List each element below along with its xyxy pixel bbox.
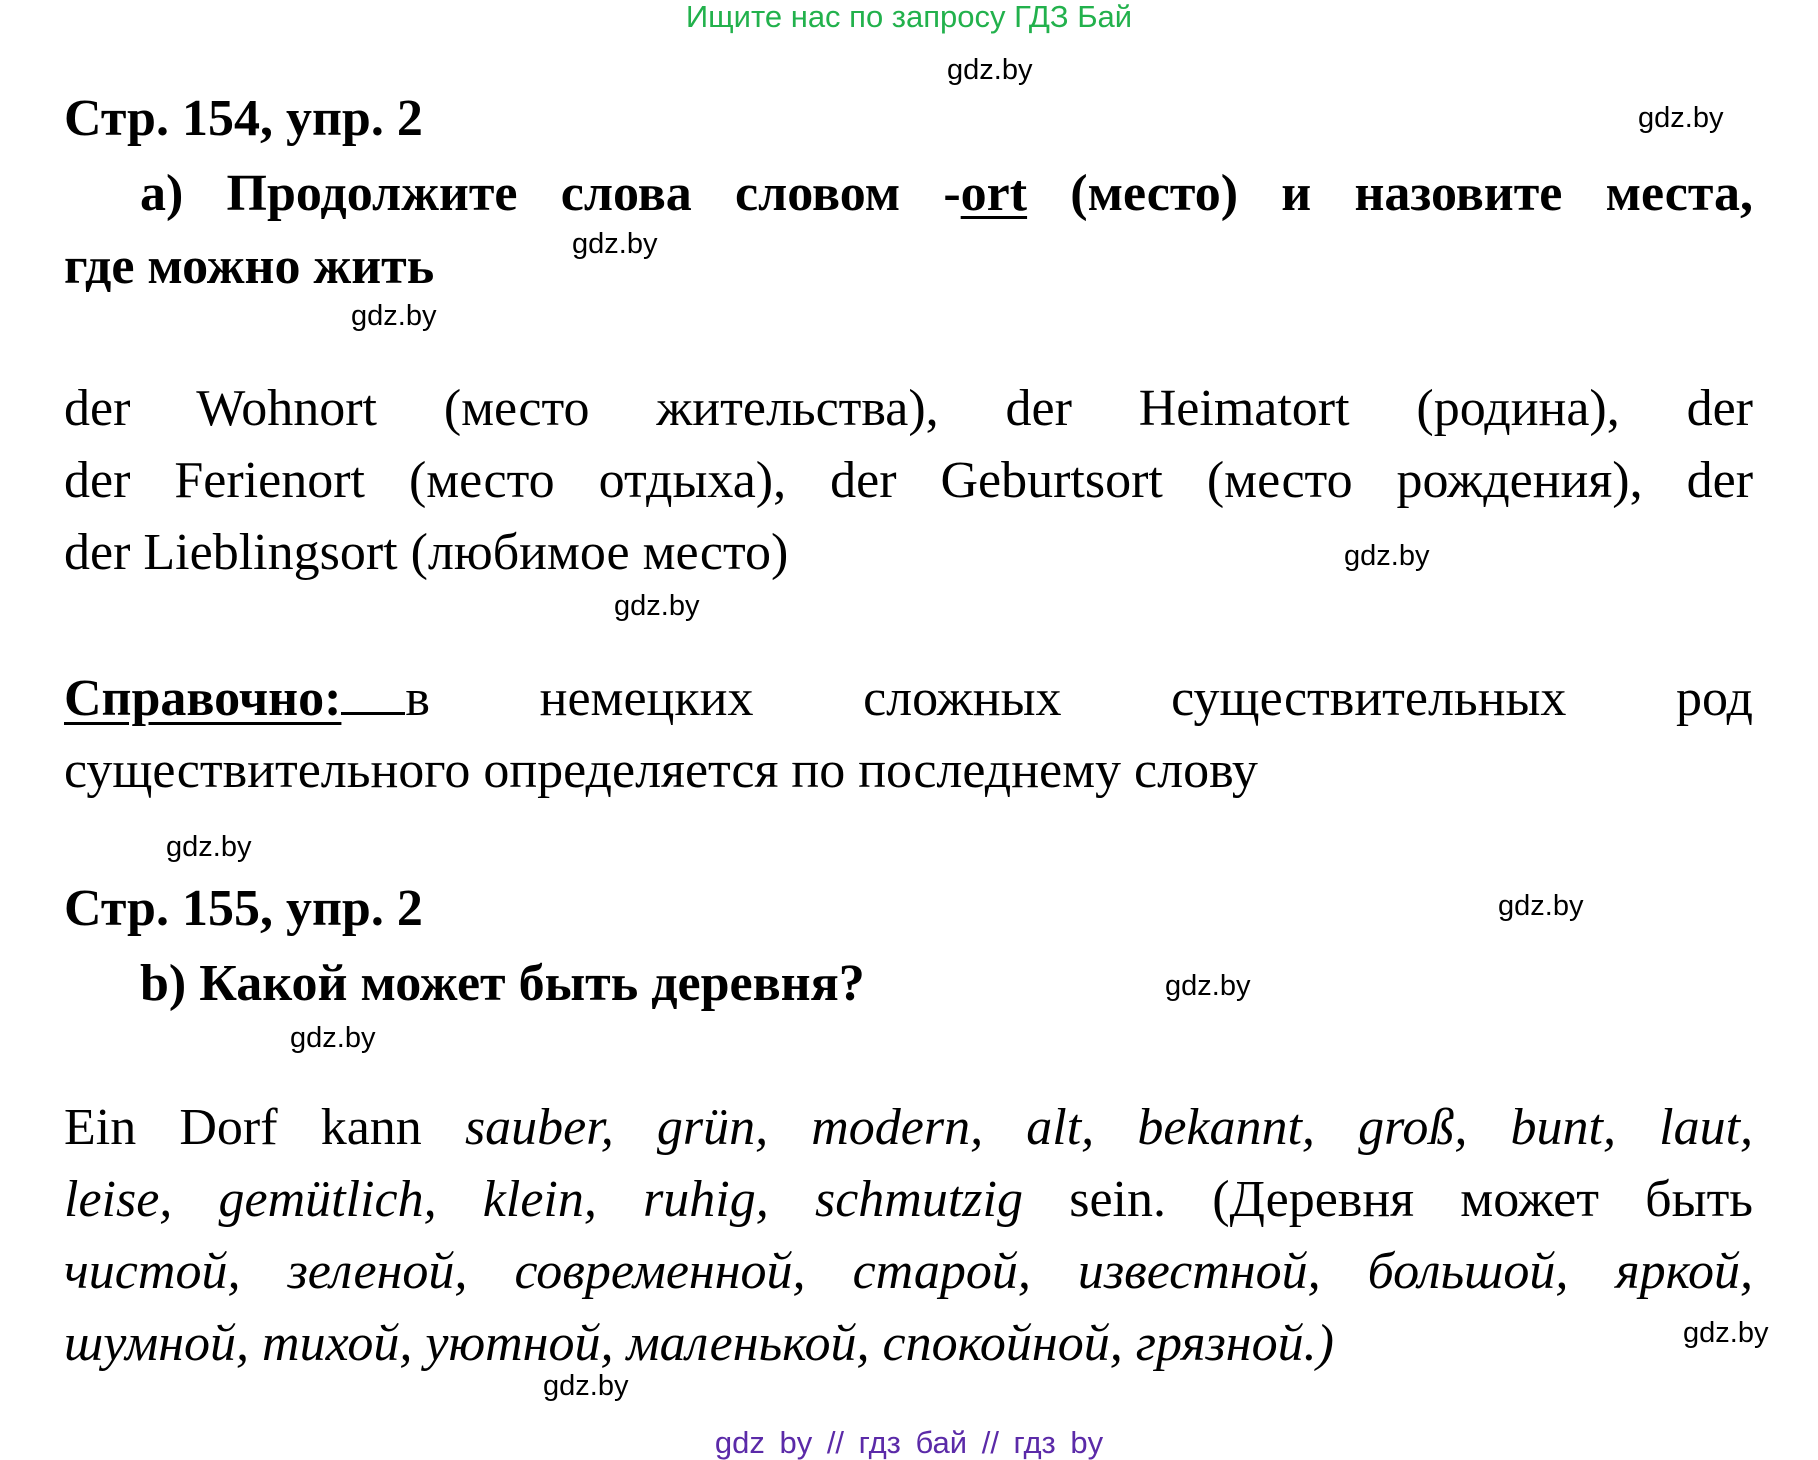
- answer2-line4: шумной, тихой, уютной, маленькой, спокойной, грязной.): [64, 1315, 1334, 1372]
- watermark: gdz.by: [290, 1022, 376, 1054]
- section1-heading: Стр. 154, упр. 2: [64, 90, 423, 147]
- note-line1: Справочно: в немецких сложных существительных род: [64, 670, 1753, 727]
- watermark: gdz.by: [351, 300, 437, 332]
- watermark: gdz.by: [1683, 1317, 1769, 1349]
- answer2-line1: Ein Dorf kann sauber, grün, modern, alt, bekannt, groß, bunt, laut,: [64, 1099, 1754, 1156]
- watermark: gdz.by: [1498, 890, 1584, 922]
- section1-task-line1: a) Продолжите слова словом -ort (место) и назовите места,: [140, 165, 1753, 222]
- watermark: gdz.by: [166, 831, 252, 863]
- keyword-ort: ort: [960, 165, 1028, 222]
- ferienort-item: der Ferienort (место отдыха),: [64, 452, 787, 509]
- answer-line: der Lieblingsort (любимое место): [64, 524, 789, 581]
- section1-task: [64, 157, 1753, 303]
- watermark: gdz.by: [614, 590, 700, 622]
- section1-task-line2: где можно жить: [64, 238, 435, 295]
- section2-task: b) Какой может быть деревня?: [140, 955, 865, 1012]
- watermark: gdz.by: [572, 228, 658, 260]
- note-line2: существительного определяется по последнему слову: [64, 742, 1258, 799]
- section1-answer: [64, 373, 1753, 589]
- watermark: gdz.by: [1638, 102, 1724, 134]
- watermark: gdz.by: [947, 54, 1033, 86]
- answer-line: der Ferienort (место отдыха), der Geburtsort (место рождения), der: [64, 452, 1754, 509]
- note-label: Справочно:: [64, 670, 342, 727]
- section2-answer: [64, 1092, 1753, 1380]
- answer2-line3: чистой, зеленой, современной, старой, известной, большой, яркой,: [64, 1243, 1753, 1300]
- footer-links: gdz by // гдз бай // гдз by: [714, 1425, 1104, 1460]
- answer-line: der Wohnort (место жительства), der Heimatort (родина), der: [64, 380, 1753, 437]
- section2-heading: Стр. 155, упр. 2: [64, 880, 423, 937]
- reference-note: [64, 663, 1753, 807]
- watermark: gdz.by: [1165, 970, 1251, 1002]
- answer2-line2: leise, gemütlich, klein, ruhig, schmutzig sein. (Деревня может быть: [64, 1171, 1754, 1228]
- watermark: gdz.by: [543, 1370, 629, 1402]
- watermark: gdz.by: [1344, 540, 1430, 572]
- top-banner: Ищите нас по запросу ГДЗ Бай: [685, 0, 1133, 34]
